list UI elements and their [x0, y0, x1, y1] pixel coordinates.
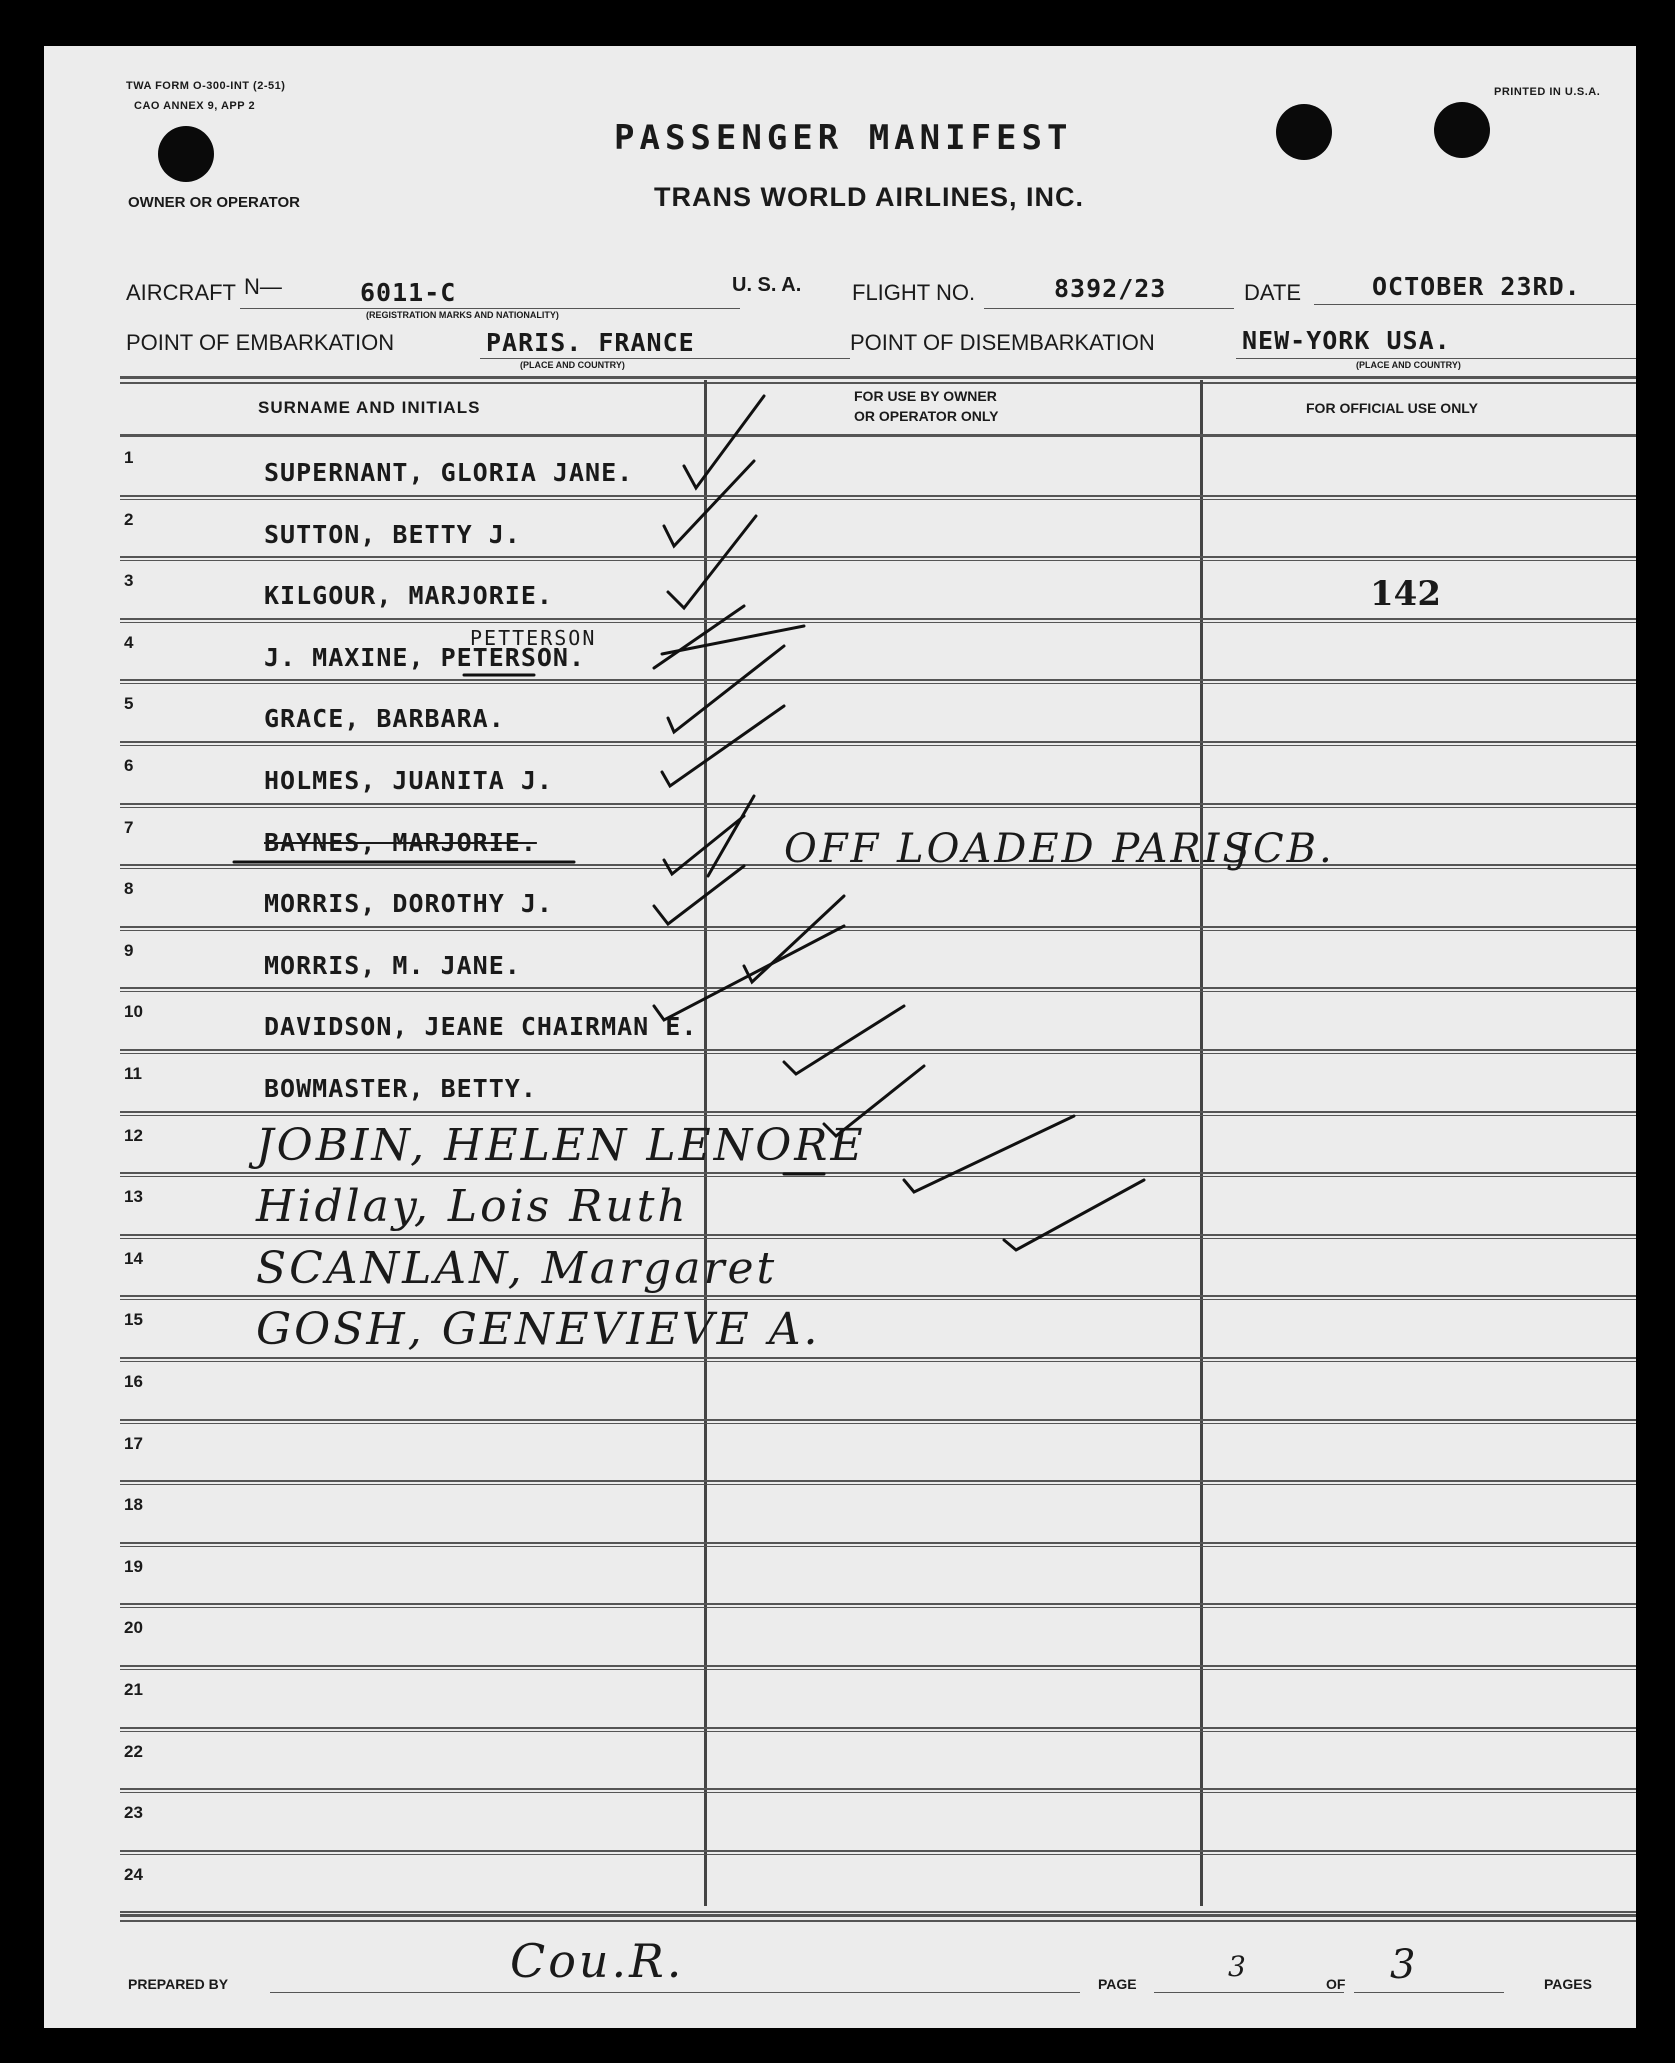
row-number: 22	[124, 1741, 143, 1761]
prepared-underline	[270, 1992, 1080, 1993]
row-number: 23	[124, 1803, 143, 1823]
embark-label: POINT OF EMBARKATION	[126, 330, 395, 355]
row-number: 13	[124, 1187, 143, 1207]
row-number: 21	[124, 1680, 143, 1699]
registration-caption: (REGISTRATION MARKS AND NATIONALITY)	[366, 310, 559, 320]
page-title: PASSENGER MANIFEST	[614, 118, 1073, 158]
page-underline	[1154, 1992, 1344, 1993]
passenger-name: JOBIN, HELEN LENORE	[256, 1119, 866, 1171]
passenger-name: HOLMES, JUANITA J.	[264, 766, 553, 795]
row-number: 19	[124, 1556, 143, 1576]
official-number: 142	[1370, 574, 1441, 614]
passenger-name: MORRIS, DOROTHY J.	[264, 889, 553, 919]
check-mark	[824, 1066, 924, 1136]
airline-name: TRANS WORLD AIRLINES, INC.	[654, 182, 1084, 212]
page-value: 3	[1228, 1950, 1249, 1983]
aircraft-prefix: N—	[244, 274, 282, 299]
row-number: 11	[124, 1064, 142, 1083]
row-number: 17	[124, 1433, 143, 1453]
row-number: 24	[124, 1864, 143, 1884]
check-mark	[654, 606, 744, 668]
page-label: PAGE	[1098, 1976, 1137, 1992]
check-mark	[904, 1116, 1074, 1192]
date-value: OCTOBER 23RD.	[1372, 272, 1581, 301]
table-bottom-rule-2	[120, 1920, 1636, 1922]
row-number: 6	[124, 756, 134, 775]
row-number: 12	[124, 1125, 143, 1145]
row-number: 2	[124, 509, 134, 529]
row-number: 4	[124, 632, 134, 652]
table-bottom-rule	[120, 1914, 1636, 1917]
disembark-caption: (PLACE AND COUNTRY)	[1356, 360, 1461, 370]
passenger-name: GRACE, BARBARA.	[264, 704, 505, 734]
check-mark	[654, 866, 744, 924]
passenger-name: KILGOUR, MARJORIE.	[264, 581, 553, 611]
passenger-name: MORRIS, M. JANE.	[264, 950, 521, 980]
correction-row4: PETTERSON	[470, 626, 597, 650]
row-number: 9	[124, 940, 134, 960]
check-mark	[662, 626, 804, 654]
aircraft-label: AIRCRAFT	[126, 280, 236, 305]
check-mark	[708, 796, 754, 876]
row7-note: OFF LOADED PARIS	[784, 826, 1253, 872]
aircraft-value: 6011-C	[360, 278, 457, 307]
col-header-owner-2: OR OPERATOR ONLY	[854, 408, 999, 424]
check-mark	[664, 816, 744, 874]
passenger-name: SCANLAN, Margaret	[256, 1242, 778, 1294]
row-number: 1	[124, 448, 134, 467]
col-header-official: FOR OFFICIAL USE ONLY	[1306, 400, 1478, 416]
row-number: 3	[124, 571, 134, 591]
col-header-names: SURNAME AND INITIALS	[258, 398, 481, 417]
form-code: TWA FORM O-300-INT (2-51)	[126, 80, 286, 92]
flight-value: 8392/23	[1054, 274, 1167, 303]
col-header-owner-1: FOR USE BY OWNER	[854, 388, 997, 404]
check-mark	[662, 706, 784, 786]
prepared-label: PREPARED BY	[128, 1976, 229, 1992]
disembark-label: POINT OF DISEMBARKATION	[850, 330, 1155, 355]
printed-in: PRINTED IN U.S.A.	[1494, 86, 1601, 98]
form-annex: CAO ANNEX 9, APP 2	[134, 100, 256, 112]
prepared-signature: Cou.R.	[510, 1934, 685, 1988]
row-number: 5	[124, 694, 134, 714]
check-mark	[784, 1006, 904, 1074]
of-label: OF	[1326, 1976, 1346, 1992]
check-mark	[1004, 1180, 1144, 1250]
row-number: 18	[124, 1495, 143, 1515]
row-number: 14	[124, 1248, 143, 1268]
row-number: 16	[124, 1372, 143, 1391]
flight-label: FLIGHT NO.	[852, 280, 976, 305]
passenger-name: SUTTON, BETTY J.	[264, 519, 521, 549]
date-label: DATE	[1244, 280, 1302, 305]
of-underline	[1354, 1992, 1504, 1993]
row7-initials: JCB.	[1234, 826, 1335, 872]
embark-value: PARIS. FRANCE	[486, 328, 695, 357]
passenger-name: BAYNES, MARJORIE.	[264, 827, 537, 857]
passenger-name: J. MAXINE, PETERSON.	[264, 642, 586, 672]
manifest-sheet	[44, 46, 1636, 2028]
country-label: U. S. A.	[732, 274, 802, 296]
row-number: 7	[124, 817, 134, 837]
pages-label: PAGES	[1544, 1976, 1592, 1992]
row-number: 8	[124, 879, 134, 899]
check-marks	[44, 46, 1636, 2028]
passenger-name: Hidlay, Lois Ruth	[256, 1181, 689, 1233]
passenger-name: SUPERNANT, GLORIA JANE.	[264, 458, 634, 487]
disembark-value: NEW-YORK USA.	[1242, 326, 1451, 355]
check-mark	[664, 461, 754, 546]
passenger-name: GOSH, GENEVIEVE A.	[256, 1304, 821, 1356]
check-mark	[668, 516, 756, 608]
row-number: 15	[124, 1310, 143, 1330]
check-mark	[684, 396, 764, 488]
row-number: 10	[124, 1002, 143, 1022]
passenger-name: DAVIDSON, JEANE CHAIRMAN E.	[264, 1012, 698, 1042]
embark-caption: (PLACE AND COUNTRY)	[520, 360, 625, 370]
row-number: 20	[124, 1618, 143, 1638]
passenger-name: BOWMASTER, BETTY.	[264, 1074, 537, 1103]
owner-label: OWNER OR OPERATOR	[128, 194, 300, 211]
of-value: 3	[1390, 1942, 1419, 1988]
